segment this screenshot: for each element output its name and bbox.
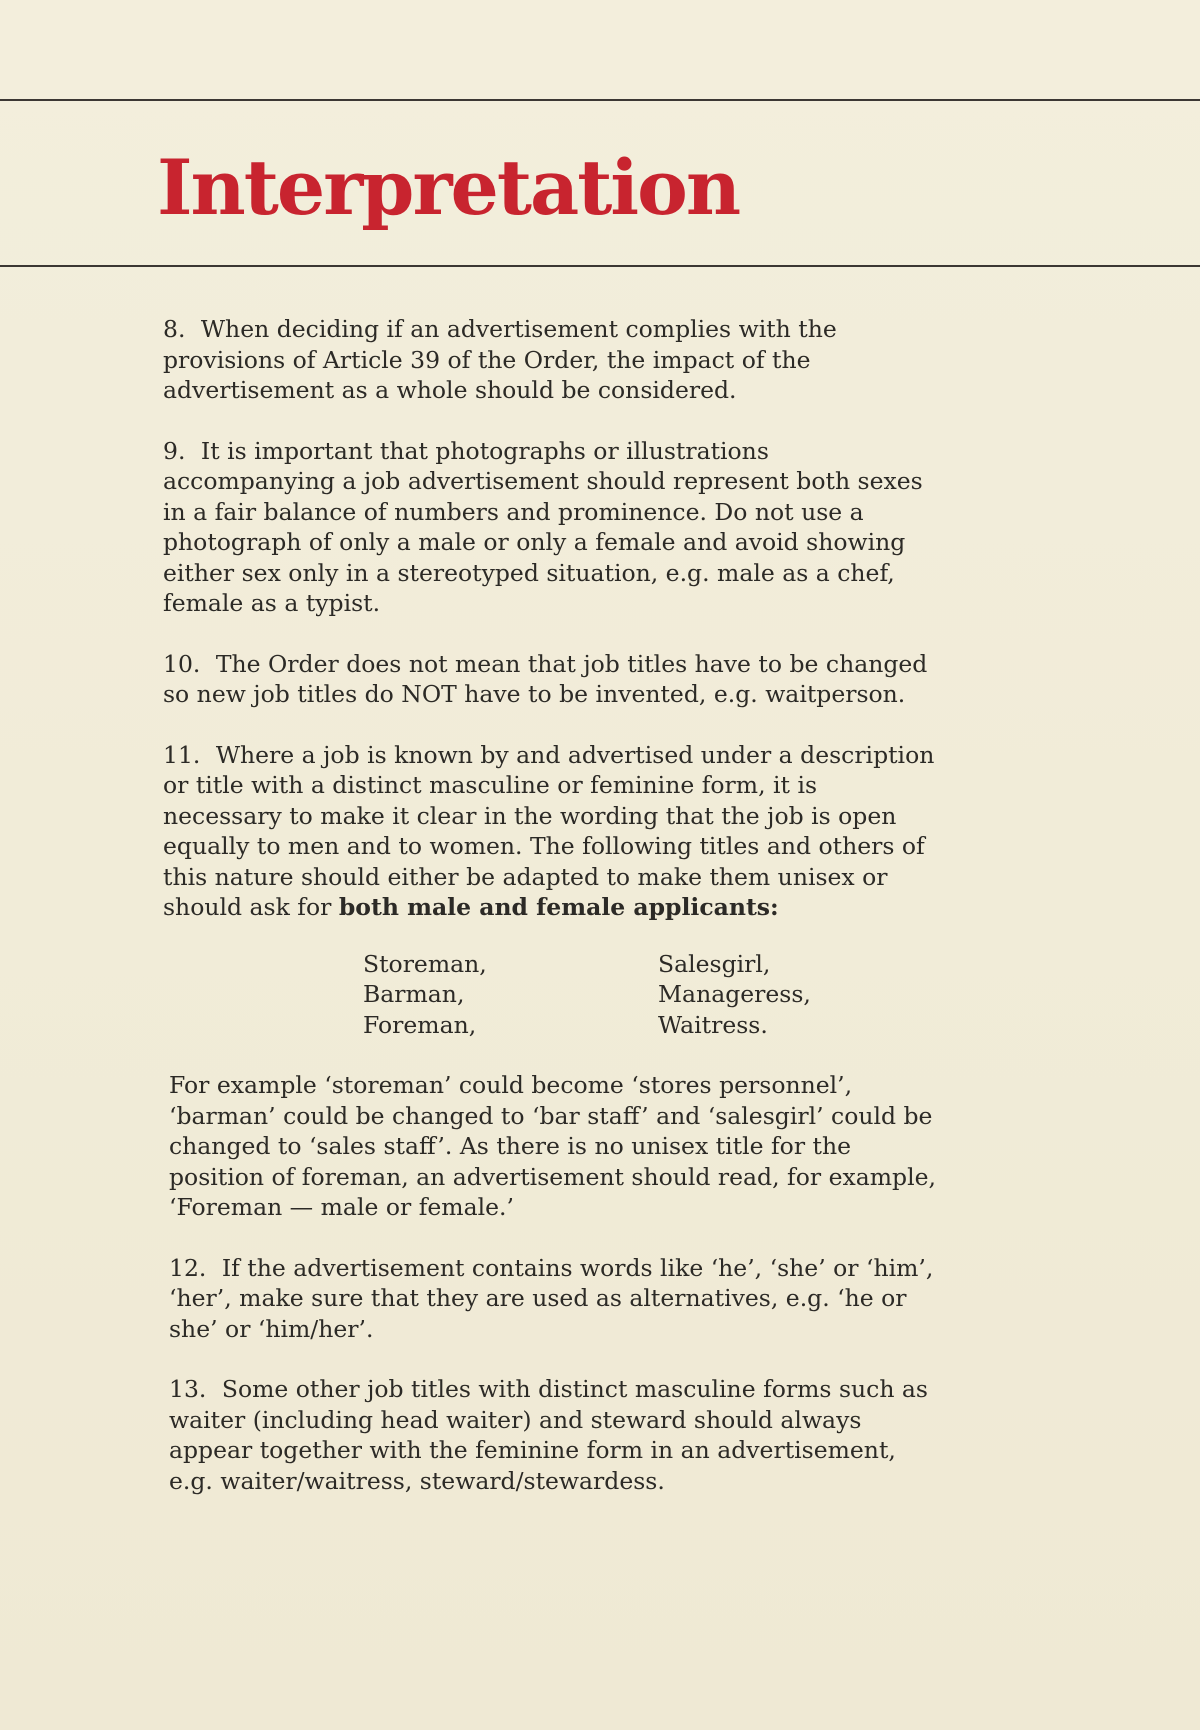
job-title: Storeman, [363, 949, 487, 978]
paragraph-11-example: For example ‘storeman’ could become ‘stores personnel’, ‘barman’ could be changed to ‘bar staff’ and ‘salesgirl’ could be changed to ‘sales staff’. As there is no unisex title for the position of foreman, an advertisement should read, for example, ‘Foreman — male or female.’ [169, 1071, 936, 1221]
paragraph-number: 13. [169, 1375, 207, 1403]
paragraph-text: Some other job titles with distinct masculine forms such as waiter (including head waiter) and steward should always appear together with the feminine form in an advertisement, e.g. waiter/waitress, steward/stewardess. [169, 1375, 928, 1495]
job-titles-list [363, 949, 943, 1041]
paragraph-11 [163, 740, 943, 923]
job-title: Salesgirl, [658, 949, 771, 978]
job-title: Foreman, [363, 1010, 477, 1039]
paragraph-12 [163, 1253, 943, 1345]
paragraph-number: 8. [163, 315, 186, 343]
paragraph-text: If the advertisement contains words like ‘he’, ‘she’ or ‘him’, ‘her’, make sure that they are used as alternatives, e.g. ‘he or she’ or ‘him/her’. [169, 1253, 934, 1343]
paragraph-text: Where a job is known by and advertised under a description or title with a distinct masculine or feminine form, it is necessary to make it clear in the wording that the job is open equally to men and to women. The following titles and others of this nature should either be adapted to make them unisex or should ask for [163, 740, 935, 921]
paragraph-text: The Order does not mean that job titles have to be changed so new job titles do NOT have to be invented, e.g. waitperson. [163, 649, 928, 708]
paragraph-number: 10. [163, 649, 201, 678]
job-titles-left-column [363, 949, 658, 1041]
page-title: Interpretation [157, 143, 740, 232]
paragraph-number: 11. [163, 740, 201, 769]
paragraph-10 [163, 649, 943, 710]
paragraph-bold-text: both male and female applicants: [338, 893, 779, 921]
job-titles-right-column [658, 949, 938, 1041]
paragraph-13 [163, 1374, 943, 1496]
paragraph-8 [163, 314, 943, 406]
paragraph-text: It is important that photographs or illustrations accompanying a job advertisement should represent both sexes in a fair balance of numbers and prominence. Do not use a photograph of only a male or only a female and avoid showing either sex only in a stereotyped situation, e.g. male as a chef, female as a typist. [163, 436, 923, 617]
job-title: Waitress. [658, 1010, 768, 1039]
job-title: Manageress, [658, 980, 811, 1008]
paragraph-number: 12. [169, 1253, 207, 1282]
job-title: Barman, [363, 980, 465, 1008]
title-underline-rule [0, 265, 1200, 267]
paragraph-text: When deciding if an advertisement complies with the provisions of Article 39 of the Order, the impact of the advertisement as a whole should be considered. [163, 315, 837, 404]
paragraph-9 [163, 436, 943, 619]
document-body [163, 314, 943, 1526]
paragraph-number: 9. [163, 436, 186, 465]
top-rule [0, 99, 1200, 101]
